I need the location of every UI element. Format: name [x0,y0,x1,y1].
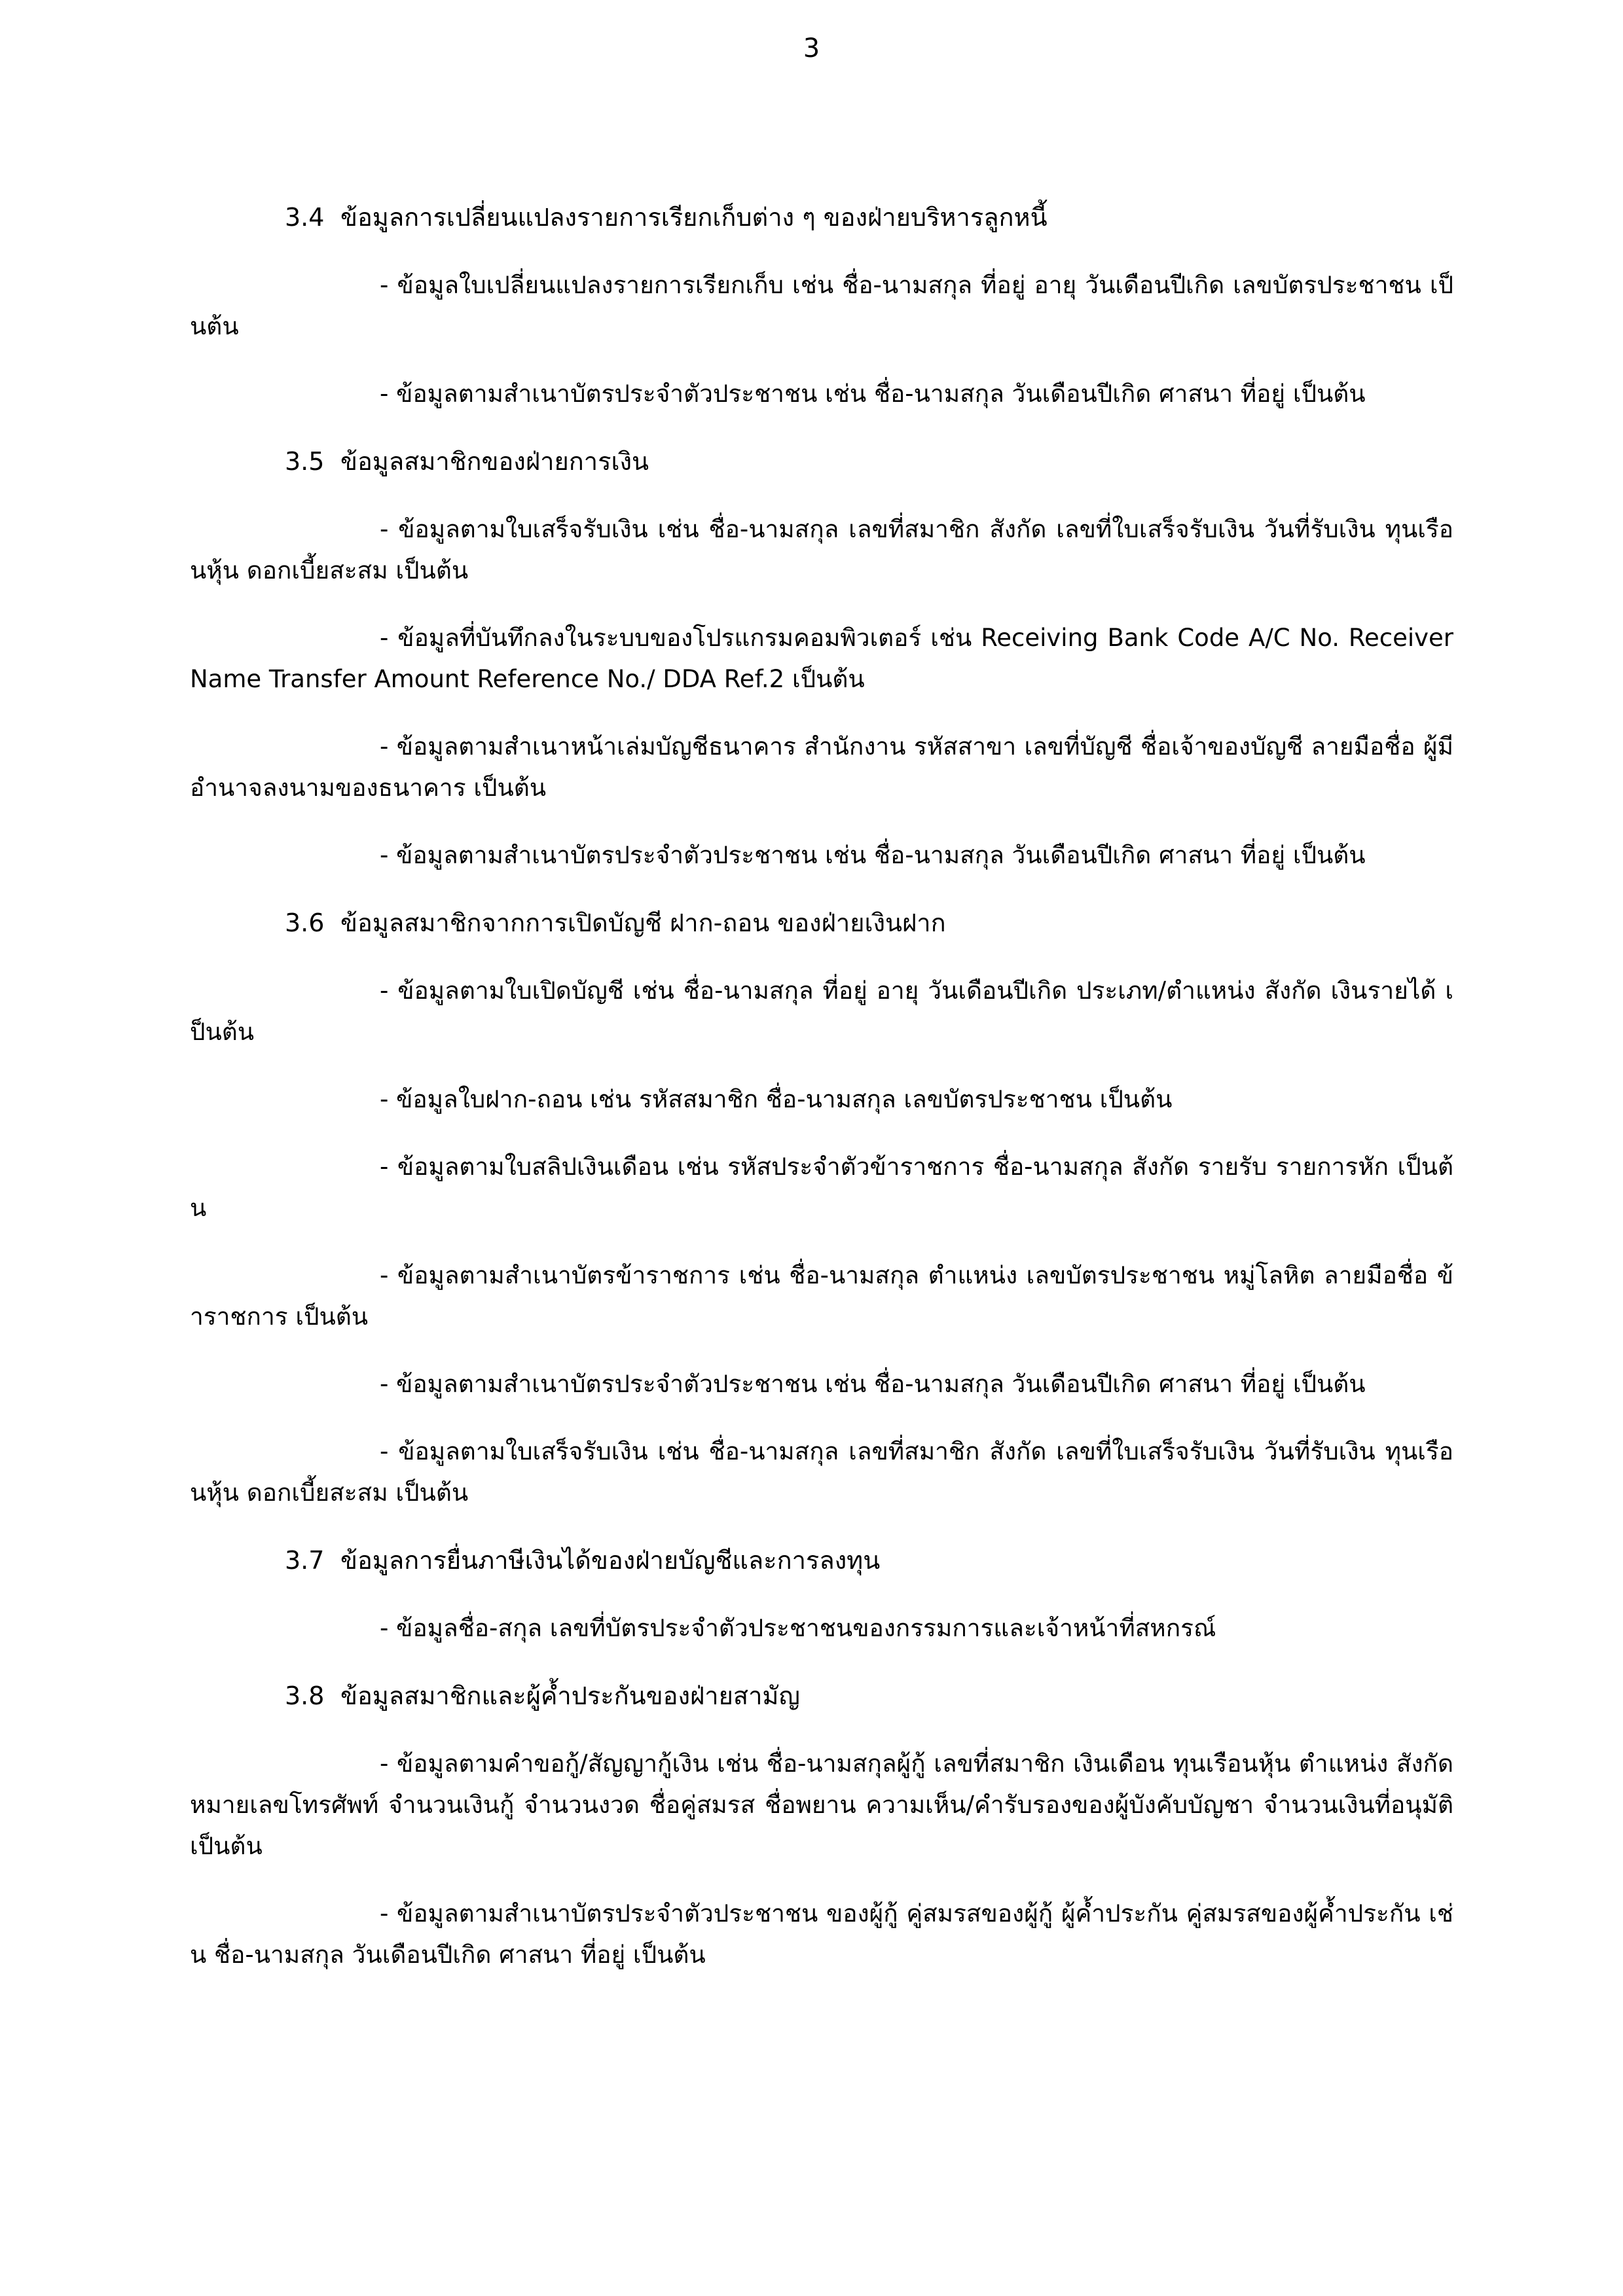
section-item: - ข้อมูลตามสำเนาบัตรข้าราชการ เช่น ชื่อ-นามสกุล ตำแหน่ง เลขบัตรประชาชน หมู่โลหิต ลายมือชื่อ ข้าราชการ เป็นต้น [190,1261,1453,1331]
section-item: - ข้อมูลใบเปลี่ยนแปลงรายการเรียกเก็บ เช่น ชื่อ-นามสกุล ที่อยู่ อายุ วันเดือนปีเกิด เลขบัตรประชาชน เป็นต้น [190,271,1453,340]
section-title: ข้อมูลสมาชิกจากการเปิดบัญชี ฝาก-ถอน ของฝ่ายเงินฝาก [340,908,946,937]
section-number: 3.7 [285,1546,325,1575]
section-item: - ข้อมูลตามคำขอกู้/สัญญากู้เงิน เช่น ชื่อ-นามสกุลผู้กู้ เลขที่สมาชิก เงินเดือน ทุนเรือนหุ้น ตำแหน่ง สังกัด หมายเลขโทรศัพท์ จำนวนเงินกู้ จำนวนงวด ชื่อคู่สมรส ชื่อพยาน ความเห็น/คำรับรองของผู้บังคับบัญชา จำนวนเงินที่อนุมัติ เป็นต้น [190,1749,1453,1860]
section-item: - ข้อมูลตามสำเนาบัตรประจำตัวประชาชน เช่น ชื่อ-นามสกุล วันเดือนปีเกิด ศาสนา ที่อยู่ เป็นต้น [380,380,1366,408]
section-item: - ข้อมูลชื่อ-สกุล เลขที่บัตรประจำตัวประชาชนของกรรมการและเจ้าหน้าที่สหกรณ์ [380,1614,1216,1642]
section-item: - ข้อมูลใบฝาก-ถอน เช่น รหัสสมาชิก ชื่อ-นามสกุล เลขบัตรประชาชน เป็นต้น [380,1085,1173,1113]
section-item: - ข้อมูลตามใบสลิปเงินเดือน เช่น รหัสประจำตัวข้าราชการ ชื่อ-นามสกุล สังกัด รายรับ รายการหัก เป็นต้น [190,1153,1453,1222]
section-item: - ข้อมูลตามใบเสร็จรับเงิน เช่น ชื่อ-นามสกุล เลขที่สมาชิก สังกัด เลขที่ใบเสร็จรับเงิน วันที่รับเงิน ทุนเรือนหุ้น ดอกเบี้ยสะสม เป็นต้น [190,1437,1453,1507]
section-item: - ข้อมูลตามสำเนาบัตรประจำตัวประชาชน เช่น ชื่อ-นามสกุล วันเดือนปีเกิด ศาสนา ที่อยู่ เป็นต้น [380,1370,1366,1398]
section-title: ข้อมูลสมาชิกของฝ่ายการเงิน [340,447,649,476]
section-heading-3-5 [190,440,1453,482]
document-body [190,196,1453,2001]
section-title: ข้อมูลการเปลี่ยนแปลงรายการเรียกเก็บต่าง ๆ ของฝ่ายบริหารลูกหนี้ [340,203,1048,232]
section-item: - ข้อมูลตามสำเนาบัตรประจำตัวประชาชน เช่น ชื่อ-นามสกุล วันเดือนปีเกิด ศาสนา ที่อยู่ เป็นต้น [380,841,1366,869]
section-item: - ข้อมูลที่บันทึกลงในระบบของโปรแกรมคอมพิวเตอร์ เช่น Receiving Bank Code A/C No. Receiver Name Transfer Amount Reference No./ DDA Ref.2 เป็นต้น [190,624,1453,693]
section-title: ข้อมูลการยื่นภาษีเงินได้ของฝ่ายบัญชีและการลงทุน [340,1546,881,1575]
section-heading-3-4 [190,196,1453,238]
section-number: 3.5 [285,447,325,476]
section-item: - ข้อมูลตามสำเนาบัตรประจำตัวประชาชน ของผู้กู้ คู่สมรสของผู้กู้ ผู้ค้ำประกัน คู่สมรสของผู้ค้ำประกัน เช่น ชื่อ-นามสกุล วันเดือนปีเกิด ศาสนา ที่อยู่ เป็นต้น [190,1899,1453,1969]
section-heading-3-6 [190,902,1453,944]
section-heading-3-7 [190,1539,1453,1581]
section-number: 3.6 [285,908,325,937]
section-title: ข้อมูลสมาชิกและผู้ค้ำประกันของฝ่ายสามัญ [340,1681,800,1710]
section-item: - ข้อมูลตามใบเปิดบัญชี เช่น ชื่อ-นามสกุล ที่อยู่ อายุ วันเดือนปีเกิด ประเภท/ตำแหน่ง สังกัด เงินรายได้ เป็นต้น [190,977,1453,1046]
section-item: - ข้อมูลตามสำเนาหน้าเล่มบัญชีธนาคาร สำนักงาน รหัสสาขา เลขที่บัญชี ชื่อเจ้าของบัญชี ลายมือชื่อ ผู้มีอำนาจลงนามของธนาคาร เป็นต้น [190,732,1453,802]
section-item: - ข้อมูลตามใบเสร็จรับเงิน เช่น ชื่อ-นามสกุล เลขที่สมาชิก สังกัด เลขที่ใบเสร็จรับเงิน วันที่รับเงิน ทุนเรือนหุ้น ดอกเบี้ยสะสม เป็นต้น [190,515,1453,584]
page-number: 3 [803,33,820,63]
section-number: 3.4 [285,203,325,232]
section-heading-3-8 [190,1675,1453,1717]
section-number: 3.8 [285,1681,325,1710]
